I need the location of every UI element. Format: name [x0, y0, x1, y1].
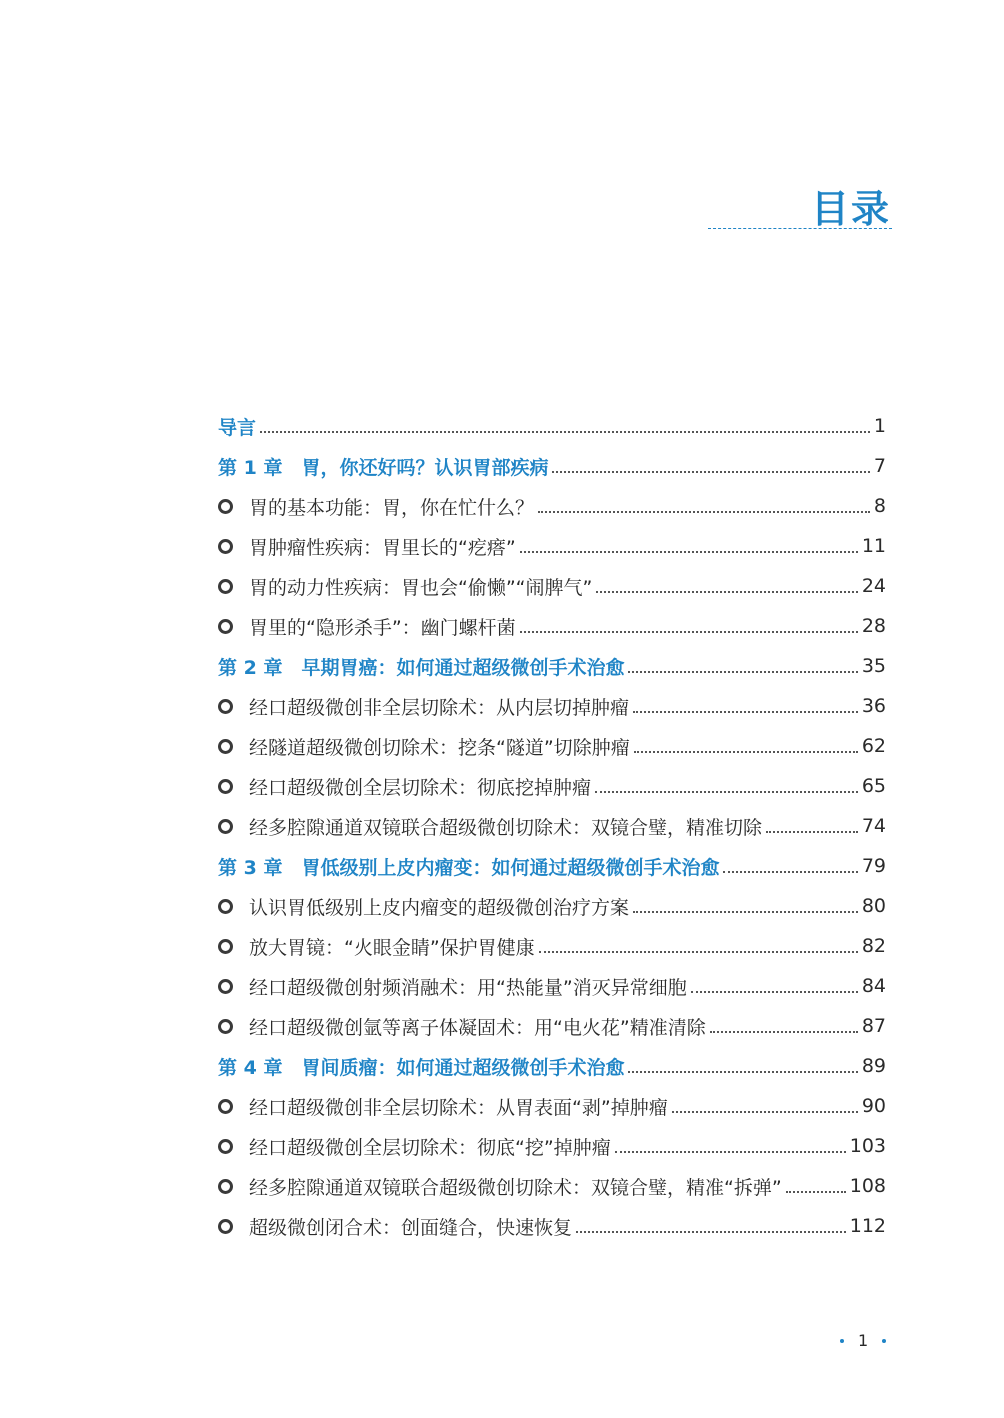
- toc-section-entry[interactable]: [218, 1206, 886, 1246]
- toc-section-entry[interactable]: [218, 606, 886, 646]
- toc-entry-label: 经口超级微创全层切除术：彻底挖掉肿瘤: [249, 776, 592, 799]
- ring-bullet-icon: [218, 499, 233, 514]
- toc-section-entry[interactable]: [218, 1126, 886, 1166]
- toc-chapter-entry[interactable]: [218, 646, 886, 686]
- toc-entry-page-number: 24: [861, 575, 886, 597]
- ring-bullet-icon: [218, 619, 233, 634]
- toc-section-entry[interactable]: [218, 766, 886, 806]
- toc-entry-label: 经口超级微创全层切除术：彻底“挖”掉肿瘤: [249, 1136, 611, 1159]
- toc-entry-page-number: 62: [861, 735, 886, 757]
- ring-bullet-icon: [218, 979, 233, 994]
- footer-page-number: 1: [858, 1331, 869, 1350]
- ring-bullet-icon: [218, 1219, 233, 1234]
- ring-bullet-icon: [218, 1019, 233, 1034]
- toc-entry-label: 第 3 章 胃低级别上皮内瘤变：如何通过超级微创手术治愈: [218, 856, 720, 879]
- toc-entry-page-number: 90: [861, 1095, 886, 1117]
- ring-bullet-icon: [218, 539, 233, 554]
- toc-entry-label: 经口超级微创氩等离子体凝固术：用“电火花”精准清除: [249, 1016, 706, 1039]
- page-title: 目录: [810, 187, 891, 231]
- toc-dot-leader: [596, 591, 857, 593]
- toc-entry-label: 经口超级微创非全层切除术：从内层切掉肿瘤: [249, 696, 630, 719]
- ring-bullet-icon: [218, 1099, 233, 1114]
- toc-chapter-entry[interactable]: [218, 406, 886, 446]
- ring-bullet-icon: [218, 939, 233, 954]
- ring-bullet-icon: [218, 1139, 233, 1154]
- toc-entry-page-number: 28: [861, 615, 886, 637]
- ring-bullet-icon: [218, 699, 233, 714]
- toc-section-entry[interactable]: [218, 926, 886, 966]
- title-divider: [708, 228, 892, 229]
- toc-entry-label: 第 1 章 胃，你还好吗？认识胃部疾病: [218, 456, 549, 479]
- toc-section-entry[interactable]: [218, 966, 886, 1006]
- toc-entry-label: 经隧道超级微创切除术：挖条“隧道”切除肿瘤: [249, 736, 630, 759]
- table-of-contents: [218, 406, 886, 1246]
- toc-dot-leader: [628, 671, 857, 673]
- footer-dot-right: [882, 1339, 886, 1343]
- toc-dot-leader: [576, 1231, 846, 1233]
- toc-entry-page-number: 36: [861, 695, 886, 717]
- toc-entry-page-number: 8: [873, 495, 886, 517]
- toc-chapter-entry[interactable]: [218, 846, 886, 886]
- toc-section-entry[interactable]: [218, 1086, 886, 1126]
- page-footer: [840, 1331, 886, 1350]
- toc-dot-leader: [634, 751, 858, 753]
- toc-chapter-entry[interactable]: [218, 1046, 886, 1086]
- toc-section-entry[interactable]: [218, 806, 886, 846]
- toc-dot-leader: [260, 431, 870, 433]
- toc-dot-leader: [539, 951, 858, 953]
- toc-dot-leader: [633, 711, 858, 713]
- toc-entry-page-number: 82: [861, 935, 886, 957]
- toc-section-entry[interactable]: [218, 566, 886, 606]
- toc-entry-page-number: 80: [861, 895, 886, 917]
- toc-section-entry[interactable]: [218, 726, 886, 766]
- toc-entry-label: 第 2 章 早期胃癌：如何通过超级微创手术治愈: [218, 656, 625, 679]
- toc-dot-leader: [628, 1071, 857, 1073]
- toc-dot-leader: [552, 471, 869, 473]
- toc-entry-page-number: 103: [849, 1135, 886, 1157]
- toc-entry-label: 经多腔隙通道双镜联合超级微创切除术：双镜合璧，精准“拆弹”: [249, 1176, 782, 1199]
- toc-entry-page-number: 35: [861, 655, 886, 677]
- toc-entry-label: 经口超级微创射频消融术：用“热能量”消灭异常细胞: [249, 976, 687, 999]
- toc-entry-label: 胃肿瘤性疾病：胃里长的“疙瘩”: [249, 536, 516, 559]
- toc-dot-leader: [595, 791, 858, 793]
- toc-entry-page-number: 1: [873, 415, 886, 437]
- toc-section-entry[interactable]: [218, 526, 886, 566]
- toc-entry-label: 胃的基本功能：胃，你在忙什么？: [249, 496, 535, 519]
- toc-entry-label: 胃里的“隐形杀手”：幽门螺杆菌: [249, 616, 516, 639]
- toc-entry-page-number: 84: [861, 975, 886, 997]
- toc-dot-leader: [723, 871, 857, 873]
- toc-entry-page-number: 79: [861, 855, 886, 877]
- ring-bullet-icon: [218, 739, 233, 754]
- toc-dot-leader: [691, 991, 858, 993]
- toc-entry-label: 经多腔隙通道双镜联合超级微创切除术：双镜合璧，精准切除: [249, 816, 763, 839]
- toc-entry-label: 放大胃镜：“火眼金睛”保护胃健康: [249, 936, 535, 959]
- toc-dot-leader: [672, 1111, 858, 1113]
- toc-dot-leader: [615, 1151, 846, 1153]
- toc-dot-leader: [520, 631, 858, 633]
- footer-dot-left: [840, 1339, 844, 1343]
- toc-entry-page-number: 11: [861, 535, 886, 557]
- toc-dot-leader: [538, 511, 870, 513]
- ring-bullet-icon: [218, 579, 233, 594]
- toc-entry-label: 认识胃低级别上皮内瘤变的超级微创治疗方案: [249, 896, 630, 919]
- toc-entry-page-number: 87: [861, 1015, 886, 1037]
- toc-entry-page-number: 108: [849, 1175, 886, 1197]
- ring-bullet-icon: [218, 899, 233, 914]
- toc-dot-leader: [710, 1031, 858, 1033]
- toc-chapter-entry[interactable]: [218, 446, 886, 486]
- toc-entry-page-number: 89: [861, 1055, 886, 1077]
- toc-section-entry[interactable]: [218, 886, 886, 926]
- ring-bullet-icon: [218, 779, 233, 794]
- ring-bullet-icon: [218, 819, 233, 834]
- toc-dot-leader: [786, 1191, 846, 1193]
- toc-entry-label: 导言: [218, 416, 257, 439]
- toc-entry-label: 经口超级微创非全层切除术：从胃表面“剥”掉肿瘤: [249, 1096, 668, 1119]
- toc-section-entry[interactable]: [218, 1166, 886, 1206]
- toc-section-entry[interactable]: [218, 1006, 886, 1046]
- toc-entry-page-number: 65: [861, 775, 886, 797]
- toc-entry-label: 胃的动力性疾病：胃也会“偷懒”“闹脾气”: [249, 576, 593, 599]
- toc-dot-leader: [633, 911, 858, 913]
- toc-entry-page-number: 112: [849, 1215, 886, 1237]
- toc-dot-leader: [766, 831, 858, 833]
- toc-dot-leader: [520, 551, 858, 553]
- toc-entry-page-number: 7: [873, 455, 886, 477]
- toc-section-entry[interactable]: [218, 486, 886, 526]
- toc-entry-page-number: 74: [861, 815, 886, 837]
- toc-entry-label: 超级微创闭合术：创面缝合，快速恢复: [249, 1216, 573, 1239]
- ring-bullet-icon: [218, 1179, 233, 1194]
- toc-entry-label: 第 4 章 胃间质瘤：如何通过超级微创手术治愈: [218, 1056, 625, 1079]
- toc-section-entry[interactable]: [218, 686, 886, 726]
